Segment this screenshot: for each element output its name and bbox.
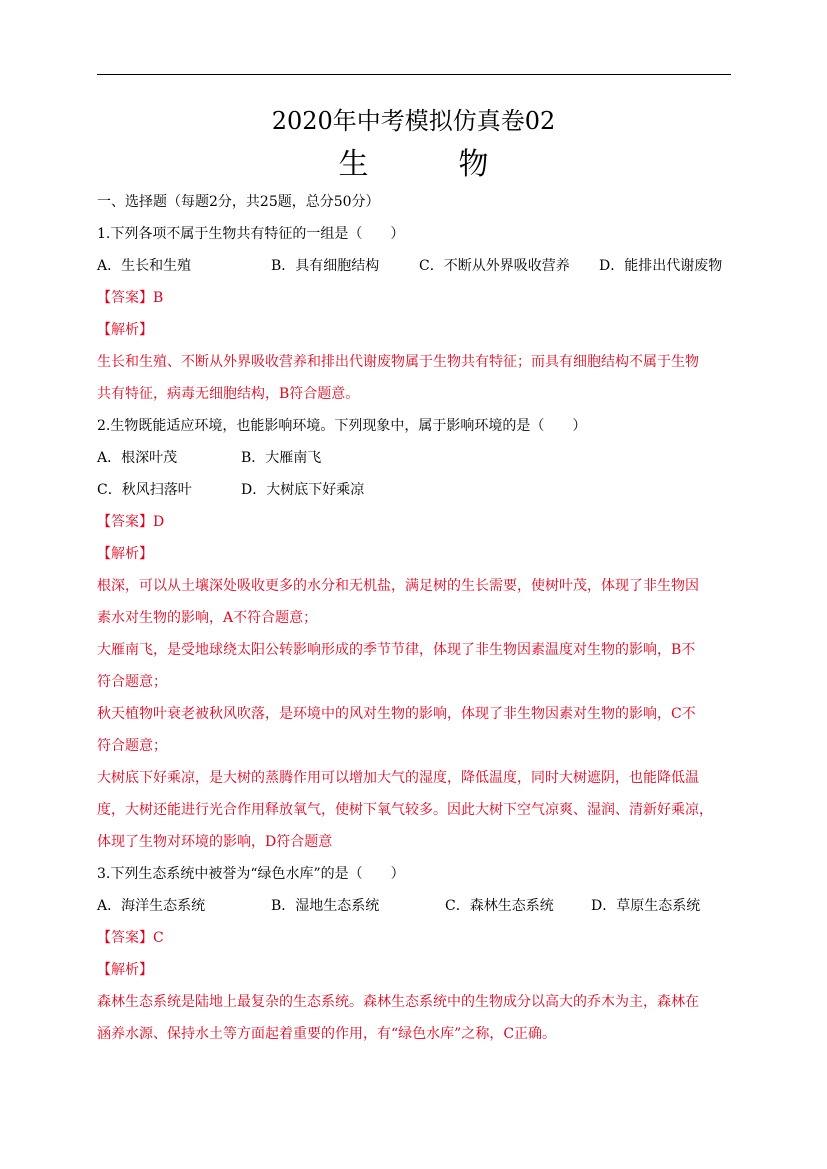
q2-option-a: A．根深叶茂 (97, 450, 178, 466)
q2-analysis-line: 素水对生物的影响，A不符合题意； (97, 610, 318, 626)
q3-option-d: D．草原生态系统 (591, 898, 701, 914)
answer-label: 【答案】 (97, 514, 153, 530)
q2-analysis-line: 符合题意； (97, 738, 167, 754)
q2-analysis-line: 度，大树还能进行光合作用释放氧气，使树下氧气较多。因此大树下空气凉爽、湿润、清新好乘凉， (97, 802, 713, 818)
question-2-options-row2 (97, 478, 737, 510)
answer-label: 【答案】 (97, 930, 153, 946)
question-2-analysis-label: 【解析】 (97, 546, 153, 562)
question-1-options (97, 254, 737, 286)
q3-option-c: C．森林生态系统 (445, 898, 554, 914)
question-3-options (97, 894, 737, 926)
question-2-answer (97, 510, 737, 542)
page-title: 2020年中考模拟仿真卷02 (271, 107, 556, 135)
q1-analysis-line: 共有特征，病毒无细胞结构，B符合题意。 (97, 386, 360, 402)
document-body (97, 190, 737, 1054)
q2-option-b: B．大雁南飞 (241, 450, 322, 466)
question-1-stem: 1.下列各项不属于生物共有特征的一组是（ ） (97, 226, 405, 242)
answer-label: 【答案】 (97, 290, 153, 306)
q2-option-d: D．大树底下好乘凉 (241, 482, 365, 498)
answer-value: D (153, 514, 165, 530)
answer-value: B (153, 290, 164, 306)
q2-analysis-line: 根深，可以从土壤深处吸收更多的水分和无机盐，满足树的生长需要，使树叶茂，体现了非生物因 (97, 578, 699, 594)
q2-analysis-line: 符合题意； (97, 674, 167, 690)
question-3-analysis-label: 【解析】 (97, 962, 153, 978)
q3-option-b: B．湿地生态系统 (271, 898, 380, 914)
section-heading: 一、选择题（每题2分，共25题，总分50分） (97, 194, 380, 210)
q2-analysis-line: 大树底下好乘凉，是大树的蒸腾作用可以增加大气的湿度，降低温度，同时大树遮阴，也能降低温 (97, 770, 699, 786)
q1-option-d: D．能排出代谢废物 (599, 258, 723, 274)
question-3-answer (97, 926, 737, 958)
q1-option-b: B．具有细胞结构 (271, 258, 380, 274)
answer-value: C (153, 930, 164, 946)
question-1-analysis-label: 【解析】 (97, 322, 153, 338)
q1-analysis-line: 生长和生殖、不断从外界吸收营养和排出代谢废物属于生物共有特征；而具有细胞结构不属于生物 (97, 354, 699, 370)
question-1-answer (97, 286, 737, 318)
q3-analysis-line: 森林生态系统是陆地上最复杂的生态系统。森林生态系统中的生物成分以高大的乔木为主，森林在 (97, 994, 699, 1010)
q3-option-a: A．海洋生态系统 (97, 898, 206, 914)
q1-option-c: C．不断从外界吸收营养 (419, 258, 570, 274)
question-2-stem: 2.生物既能适应环境，也能影响环境。下列现象中，属于影响环境的是（ ） (97, 418, 587, 434)
q2-analysis-line: 秋天植物叶衰老被秋风吹落，是环境中的风对生物的影响，体现了非生物因素对生物的影响，C不 (97, 706, 696, 722)
question-2-options-row1 (97, 446, 737, 478)
subject-title: 生 物 (338, 147, 519, 182)
q2-analysis-line: 体现了生物对环境的影响，D符合题意 (97, 834, 333, 850)
q1-option-a: A．生长和生殖 (97, 258, 192, 274)
header-rule (97, 74, 731, 75)
q2-option-c: C．秋风扫落叶 (97, 482, 192, 498)
question-3-stem: 3.下列生态系统中被誉为“绿色水库”的是（ ） (97, 866, 405, 882)
q3-analysis-line: 涵养水源、保持水土等方面起着重要的作用，有“绿色水库”之称，C正确。 (97, 1026, 557, 1042)
q2-analysis-line: 大雁南飞，是受地球绕太阳公转影响形成的季节节律，体现了非生物因素温度对生物的影响，B不 (97, 642, 696, 658)
